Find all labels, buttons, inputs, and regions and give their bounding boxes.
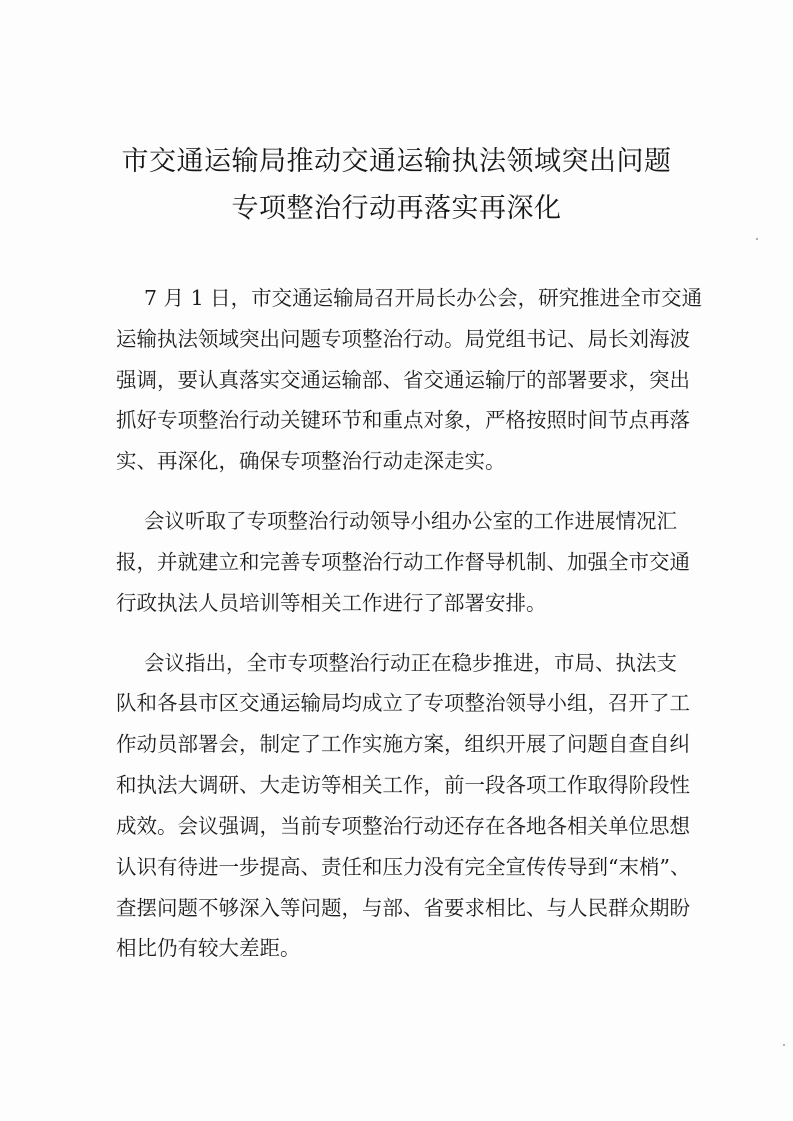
- paragraph-3-line-3: 作动员部署会，制定了工作实施方案，组织开展了问题自查自纠: [116, 732, 690, 756]
- paragraph-3-line-8: 相比仍有较大差距。: [116, 936, 301, 960]
- paragraph-3-line-4: 和执法大调研、大走访等相关工作，前一段各项工作取得阶段性: [116, 773, 690, 797]
- paragraph-3-line-5: 成效。会议强调，当前专项整治行动还存在各地各相关单位思想: [116, 814, 690, 838]
- document-title-line-1: 市交通运输局推动交通运输执法领域突出问题: [121, 146, 672, 177]
- paragraph-1-line-2: 运输执法领域突出问题专项整治行动。局党组书记、局长刘海波: [116, 327, 690, 351]
- document-title-line-2: 专项整治行动再落实再深化: [231, 193, 562, 224]
- paragraph-2-line-2: 报，并就建立和完善专项整治行动工作督导机制、加强全市交通: [116, 550, 690, 574]
- paragraph-1-line-1: 7 月 1 日，市交通运输局召开局长办公会，研究推进全市交通: [144, 286, 703, 310]
- paragraph-3-line-2: 队和各县市区交通运输局均成立了专项整治领导小组，召开了工: [116, 691, 690, 715]
- paragraph-1-line-5: 实、再深化，确保专项整治行动走深走实。: [116, 449, 506, 473]
- scan-speck: [756, 238, 758, 240]
- paragraph-3-line-7: 查摆问题不够深入等问题，与部、省要求相比、与人民群众期盼: [116, 896, 690, 920]
- paragraph-3-line-1: 会议指出，全市专项整治行动正在稳步推进，市局、执法支: [144, 651, 677, 675]
- paragraph-2-line-1: 会议听取了专项整治行动领导小组办公室的工作进展情况汇: [144, 509, 677, 533]
- scan-speck: [783, 1044, 785, 1046]
- paragraph-1-line-4: 抓好专项整治行动关键环节和重点对象，严格按照时间节点再落: [116, 408, 690, 432]
- paragraph-2-line-3: 行政执法人员培训等相关工作进行了部署安排。: [116, 591, 547, 615]
- paragraph-1-line-3: 强调，要认真落实交通运输部、省交通运输厅的部署要求，突出: [116, 368, 690, 392]
- paragraph-3-line-6: 认识有待进一步提高、责任和压力没有完全宣传传导到“末梢”、: [116, 855, 691, 879]
